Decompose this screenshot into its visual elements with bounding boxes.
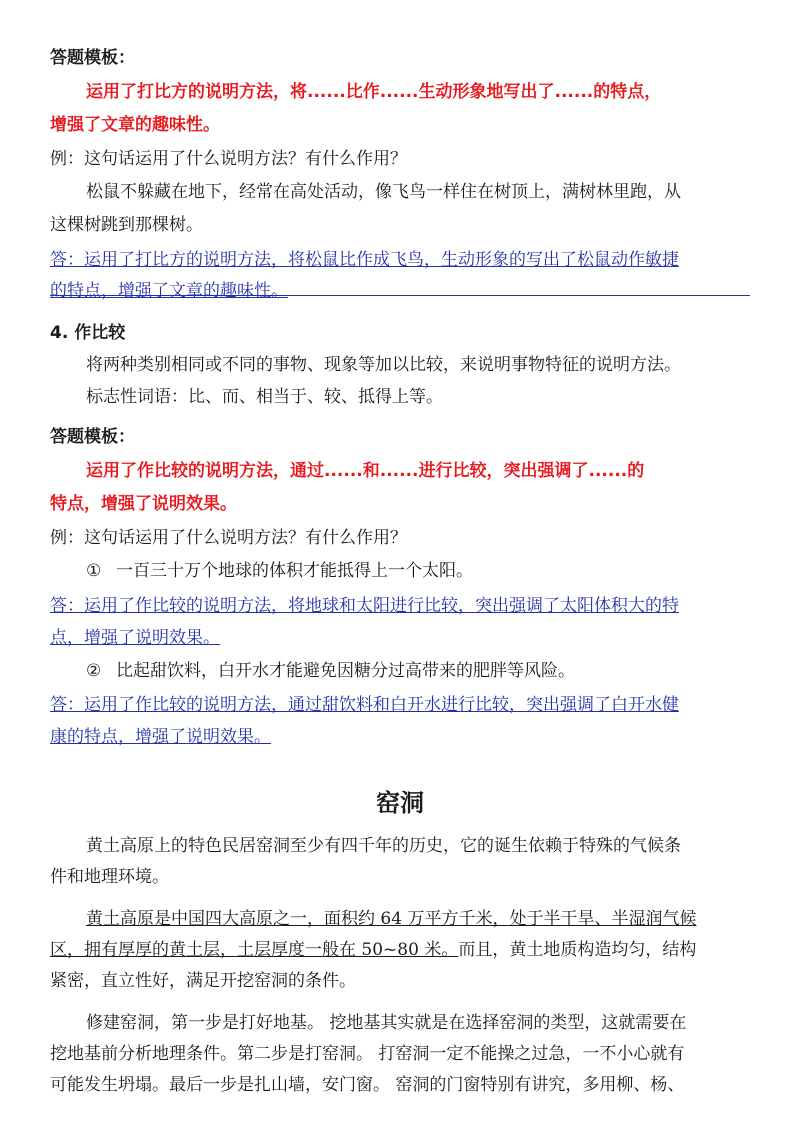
answer-text: 点，增强了说明效果。: [50, 628, 220, 648]
definition-text: 将两种类别相同或不同的事物、现象等加以比较，来说明事物特征的说明方法。: [86, 355, 681, 375]
template-text-line: 运用了打比方的说明方法，将......比作......生动形象地写出了......的特点，: [86, 82, 662, 102]
answer-text: 康的特点，增强了说明效果。: [50, 727, 271, 747]
example-text: 一百三十万个地球的体积才能抵得上一个太阳。: [116, 561, 473, 581]
answer-text: 答：运用了作比较的说明方法，通过甜饮料和白开水进行比较，突出强调了白开水健: [50, 695, 679, 715]
underlined-text: 黄土高原是中国四大高原之一，面积约 64 万平方千米，处于半干旱、半湿润气候: [86, 909, 697, 929]
underlined-text: 区，拥有厚厚的黄土层，土层厚度一般在 50~80 米。: [50, 940, 459, 960]
article-paragraph-line: 紧密，直立性好，满足开挖窑洞的条件。: [50, 971, 356, 991]
section-heading: 4. 作比较: [50, 323, 126, 343]
example-number-marker: ①: [86, 561, 102, 581]
example-sentence: 松鼠不躲藏在地下，经常在高处活动，像飞鸟一样住在树顶上，满树林里跑，从: [86, 182, 681, 202]
article-title: 窑洞: [376, 788, 424, 817]
example-sentence: [86, 560, 760, 582]
template-heading: 答题模板：: [50, 427, 135, 447]
answer-text: 的特点，增强了文章的趣味性。: [50, 281, 288, 301]
plain-text: 而且，黄土地质构造均匀，结构: [458, 940, 697, 960]
template-text-line: 特点，增强了说明效果。: [50, 494, 237, 514]
example-number-marker: ②: [86, 661, 102, 681]
example-question: 例：这句话运用了什么说明方法？有什么作用？: [50, 149, 407, 169]
answer-text: 答：运用了作比较的说明方法，将地球和太阳进行比较，突出强调了太阳体积大的特: [50, 596, 679, 616]
article-paragraph-line: [50, 939, 760, 961]
example-sentence: [86, 660, 760, 682]
keywords-text: 标志性词语：比、而、相当于、较、抵得上等。: [86, 387, 443, 407]
article-paragraph-line: 挖地基前分析地理条件。第二步是打窑洞。 打窑洞一定不能操之过急，一不小心就有: [50, 1044, 685, 1064]
template-text-line: 增强了文章的趣味性。: [50, 115, 220, 135]
answer-underline-rule: [50, 295, 750, 296]
example-sentence: 这棵树跳到那棵树。: [50, 215, 203, 235]
article-paragraph-line: [86, 908, 760, 930]
template-text-line: 运用了作比较的说明方法，通过......和......进行比较，突出强调了......的: [86, 461, 645, 481]
article-paragraph-line: 件和地理环境。: [50, 867, 169, 887]
example-text: 比起甜饮料，白开水才能避免因糖分过高带来的肥胖等风险。: [116, 661, 575, 681]
article-paragraph-line: 修建窑洞，第一步是打好地基。 挖地基其实就是在选择窑洞的类型，这就需要在: [86, 1013, 687, 1033]
example-question: 例：这句话运用了什么说明方法？有什么作用？: [50, 528, 407, 548]
article-paragraph-line: 可能发生坍塌。最后一步是扎山墙，安门窗。 窑洞的门窗特别有讲究，多用柳、杨、: [50, 1075, 685, 1095]
answer-text: 答：运用了打比方的说明方法，将松鼠比作成飞鸟，生动形象的写出了松鼠动作敏捷: [50, 250, 679, 270]
template-heading: 答题模板：: [50, 48, 135, 68]
article-paragraph-line: 黄土高原上的特色民居窑洞至少有四千年的历史，它的诞生依赖于特殊的气候条: [86, 836, 681, 856]
